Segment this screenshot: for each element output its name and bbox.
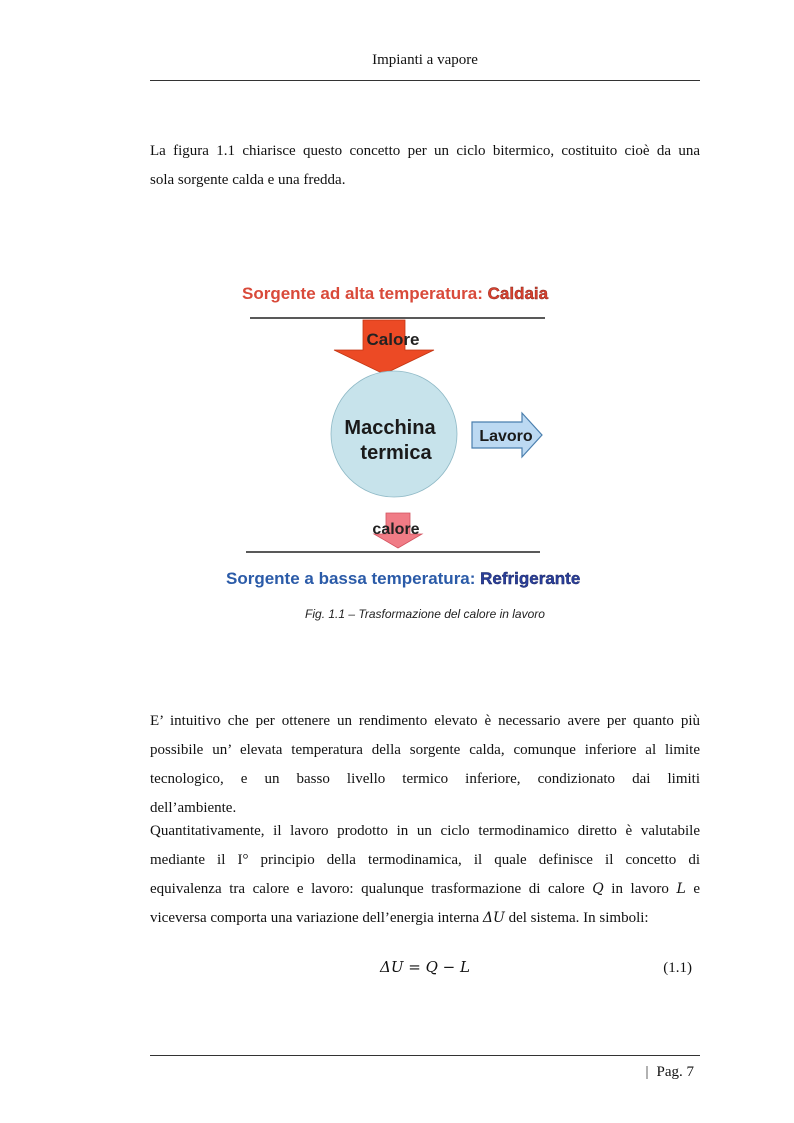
body-line: possibile un’ elevata temperatura della sorgente calda, comunque inferiore al limite xyxy=(150,742,700,758)
hot-source-prefix: Sorgente ad alta temperatura: xyxy=(242,284,488,303)
body-text: del sistema. In simboli: xyxy=(504,910,649,926)
symbol-heat: Q xyxy=(592,881,604,897)
body-line xyxy=(150,875,700,904)
figure-heat-engine xyxy=(210,270,630,600)
hot-source-label xyxy=(242,284,549,303)
cold-source-name: Refrigerante xyxy=(480,569,581,588)
heat-engine-diagram xyxy=(210,270,630,600)
equation-block xyxy=(150,958,700,984)
footer-divider xyxy=(150,1055,700,1056)
heat-in-label: Calore xyxy=(366,330,420,349)
body-line: mediante il I° principio della termodinamica, il quale definisce il concetto di xyxy=(150,852,700,868)
intro-line: La figura 1.1 chiarisce questo concetto per un ciclo bitermico, costituito cioè da una xyxy=(150,143,700,159)
intro-paragraph xyxy=(150,137,700,195)
figure-caption: Fig. 1.1 – Trasformazione del calore in lavoro xyxy=(305,607,545,621)
cold-source-prefix: Sorgente a bassa temperatura: xyxy=(226,569,481,588)
page-number: Pag. 7 xyxy=(656,1064,694,1080)
machine-label-line1: Macchina xyxy=(344,417,436,439)
body-text: in lavoro xyxy=(603,881,677,897)
body-line: tecnologico, e un basso livello termico inferiore, condizionato dai limiti xyxy=(150,771,700,787)
symbol-work: L xyxy=(676,881,686,897)
page-footer xyxy=(645,1064,694,1081)
equation-number: (1.1) xyxy=(663,960,692,976)
body-text: e xyxy=(685,881,700,897)
body-line: Quantitativamente, il lavoro prodotto in un ciclo termodinamico diretto è valutabile xyxy=(150,823,700,839)
equation-expression: ΔU = Q − L xyxy=(380,958,470,976)
heat-out-label: calore xyxy=(372,521,420,538)
machine-label-line2: termica xyxy=(360,442,432,464)
body-line: dell’ambiente. xyxy=(150,800,237,816)
hot-source-name: Caldaia xyxy=(487,284,549,303)
cold-source-label xyxy=(226,569,580,588)
body-line xyxy=(150,904,700,933)
body-paragraph-1 xyxy=(150,707,700,823)
body-text: equivalenza tra calore e lavoro: qualunque trasformazione di calore xyxy=(150,881,593,897)
intro-line: sola sorgente calda e una fredda. xyxy=(150,172,346,188)
header-divider xyxy=(150,80,700,81)
symbol-internal-energy: ΔU xyxy=(482,910,505,926)
page-header-title: Impianti a vapore xyxy=(372,52,478,68)
body-line: E’ intuitivo che per ottenere un rendimento elevato è necessario avere per quanto più xyxy=(150,713,700,729)
work-label: Lavoro xyxy=(479,428,533,445)
body-text: viceversa comporta una variazione dell’energia interna xyxy=(150,910,483,926)
body-paragraph-2 xyxy=(150,817,700,933)
footer-separator: | xyxy=(645,1064,649,1080)
